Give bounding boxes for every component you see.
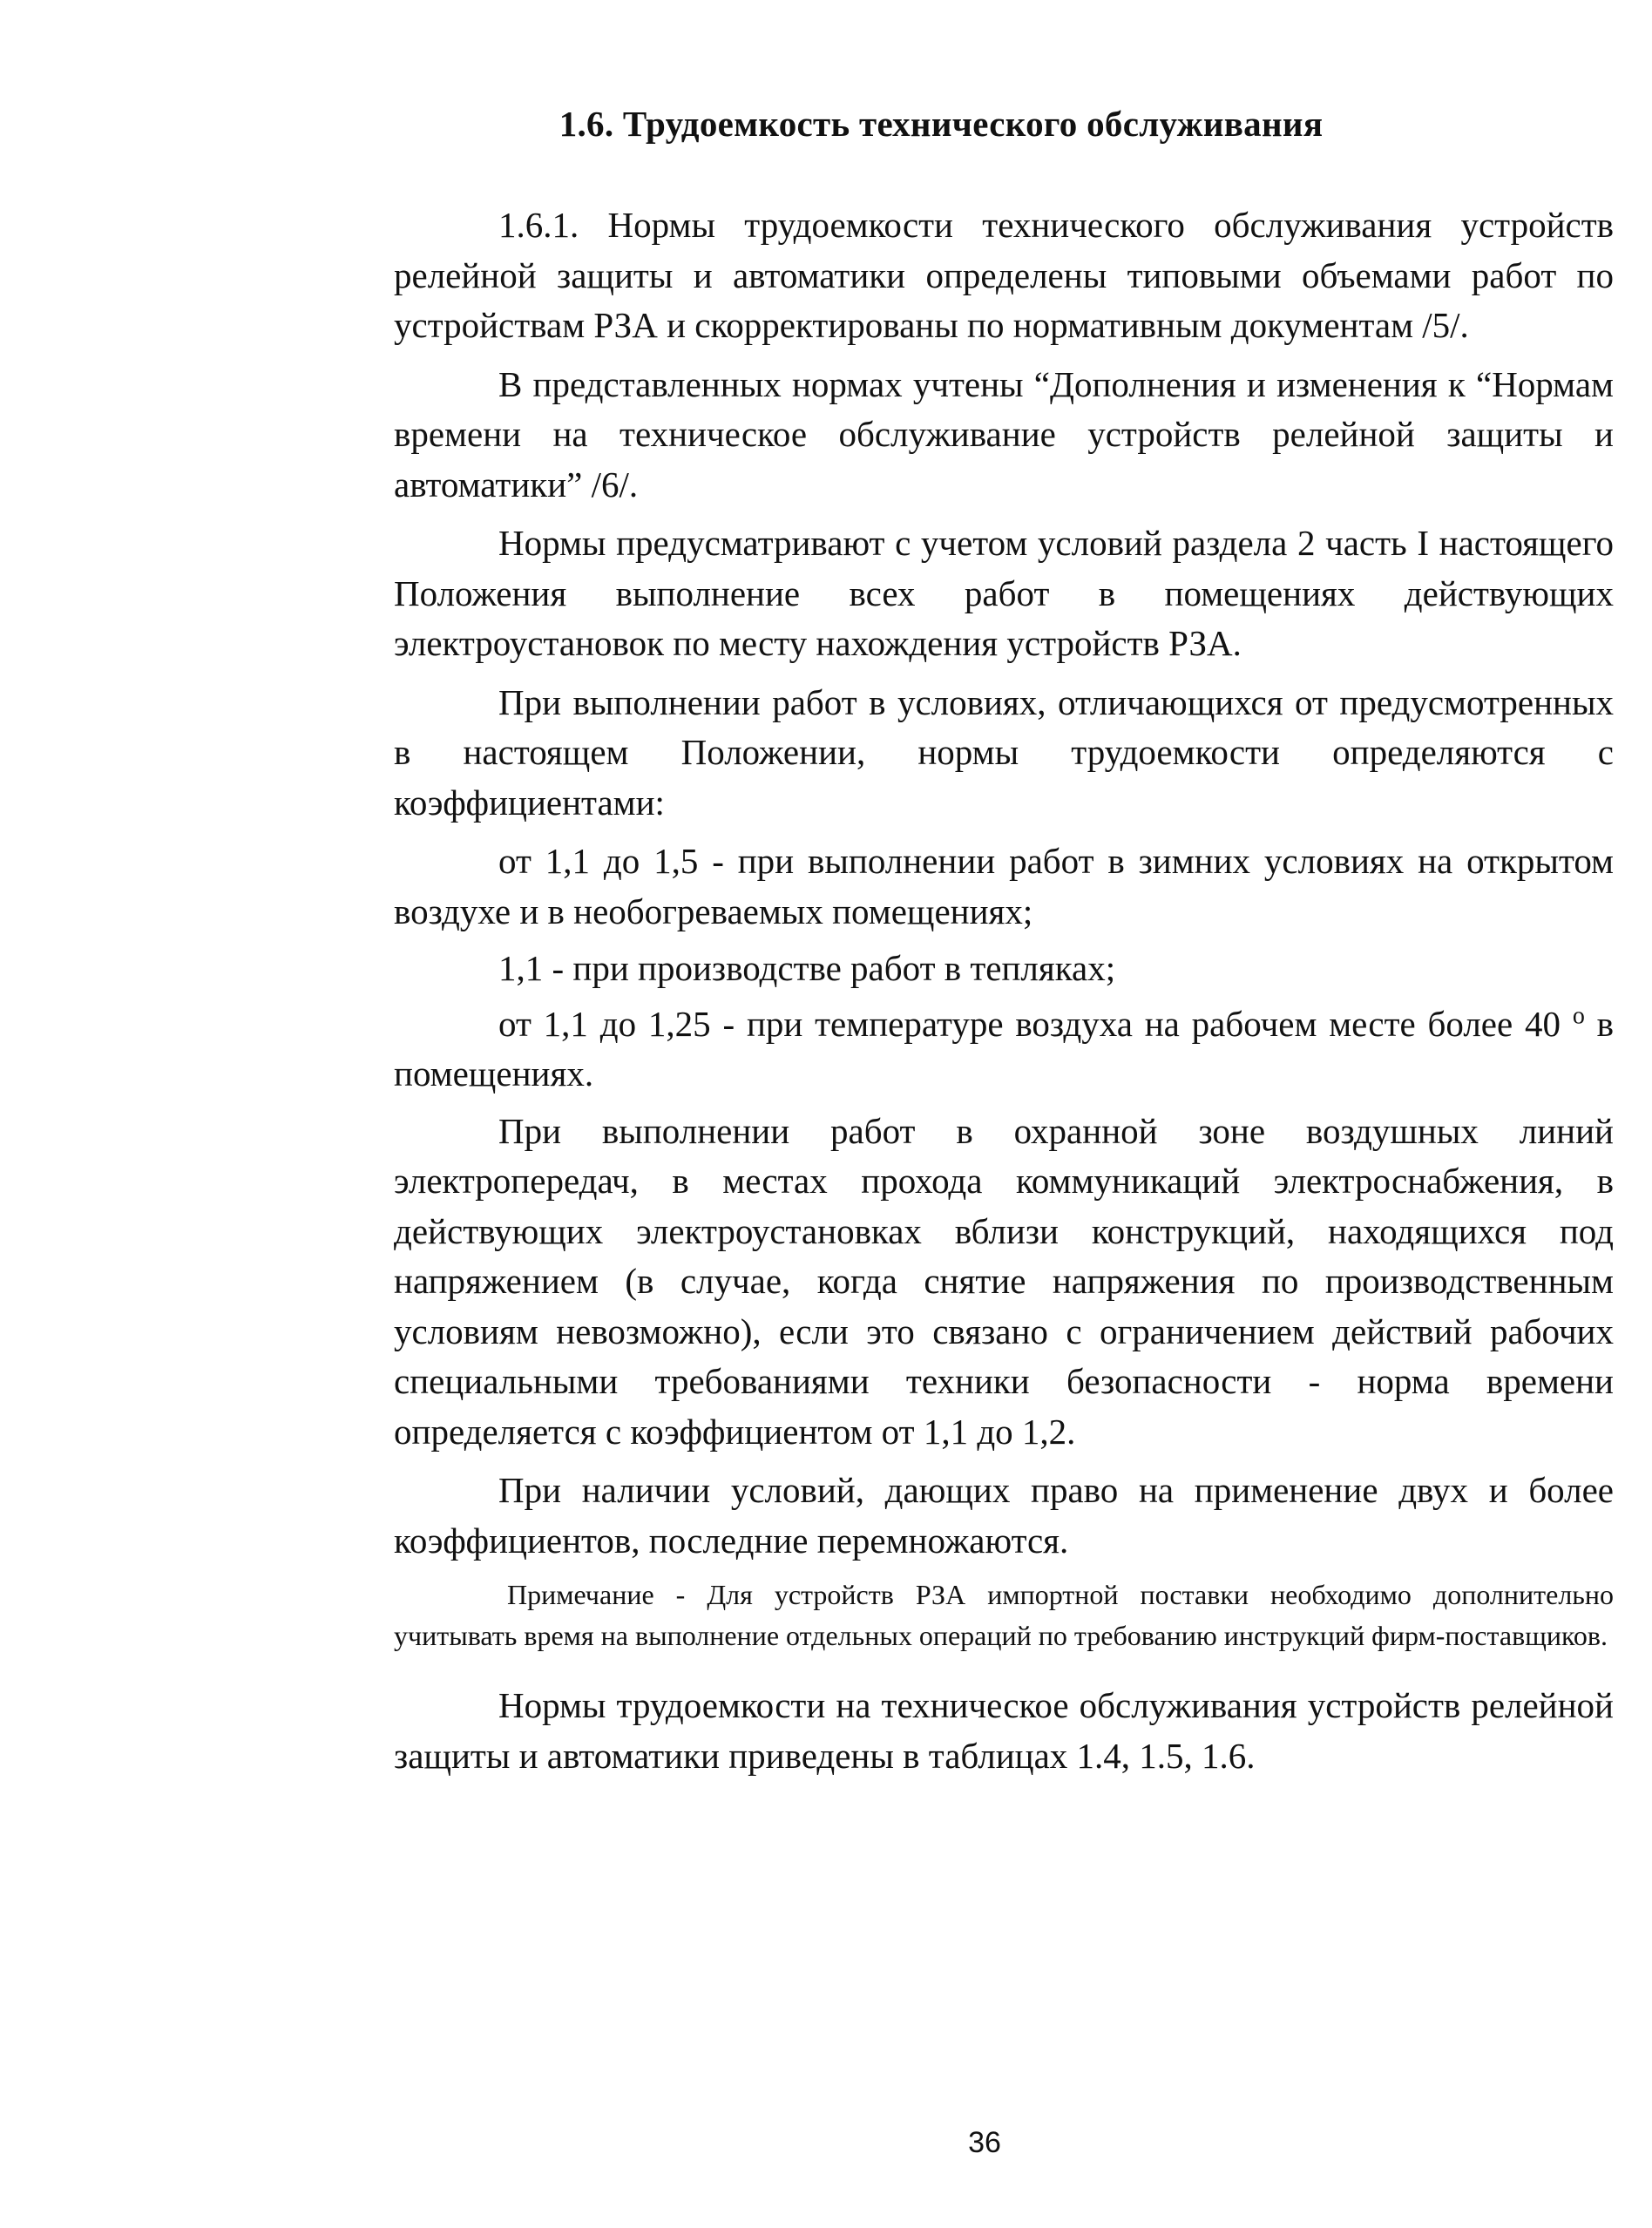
paragraph-protection-zone: При выполнении работ в охранной зоне воздушных линий электропередач, в местах прохода коммуникаций электроснабжения, в действующих электроустановках вблизи конструкций, находящихся под напряжением (в случае, когда снятие напряжения по производственным условиям невозможно), если это связано с ограничением действий рабочих специальными требованиями техники безопасности - норма времени определяется с коэффициентом от 1,1 до 1,2. <box>394 1110 1614 1452</box>
paragraph-norms-conditions: Нормы предусматривают с учетом условий раздела 2 часть I настоящего Положения выполнение всех работ в помещениях действующих электроустановок по месту нахождения устройств РЗА. <box>394 523 1614 663</box>
document-body <box>394 200 1614 1790</box>
coefficient-item-greenhouse: 1,1 - при производстве работ в тепляках; <box>498 948 1116 988</box>
paragraph-1-6-1: 1.6.1. Нормы трудоемкости технического обслуживания устройств релейной защиты и автоматики определены типовыми объемами работ по устройствам РЗА и скорректированы по нормативным документам /5/. <box>394 205 1614 345</box>
degree-superscript: о <box>1572 1001 1585 1029</box>
paragraph-tables-reference: Нормы трудоемкости на техническое обслуживания устройств релейной защиты и автоматики приведены в таблицах 1.4, 1.5, 1.6. <box>394 1685 1614 1776</box>
coefficient-item-temperature-text: от 1,1 до 1,25 - при температуре воздуха на рабочем месте более 40 <box>498 1003 1561 1044</box>
paragraph-coefficients-intro: При выполнении работ в условиях, отличающихся от предусмотренных в настоящем Положении, нормы трудоемкости определяются с коэффициентами: <box>394 681 1614 823</box>
coefficient-item-temperature-tail: в помещениях. <box>394 1003 1614 1094</box>
section-title: 1.6. Трудоемкость технического обслуживания <box>559 104 1324 144</box>
paragraph-multiply-coefficients: При наличии условий, дающих право на применение двух и более коэффициентов, последние перемножаются. <box>394 1470 1614 1561</box>
paragraph-amendments: В представленных нормах учтены “Дополнения и изменения к “Нормам времени на техническое обслуживание устройств релейной защиты и автоматики” /6/. <box>394 363 1614 505</box>
note-import-devices: Примечание - Для устройств РЗА импортной поставки необходимо дополнительно учитывать время на выполнение отдельных операций по требованию инструкций фирм-поставщиков. <box>394 1579 1614 1651</box>
coefficient-item-temperature <box>394 999 1614 1100</box>
coefficient-item-winter: от 1,1 до 1,5 - при выполнении работ в зимних условиях на открытом воздухе и в необогреваемых помещениях; <box>394 841 1614 931</box>
page-number: 36 <box>968 2126 1001 2159</box>
